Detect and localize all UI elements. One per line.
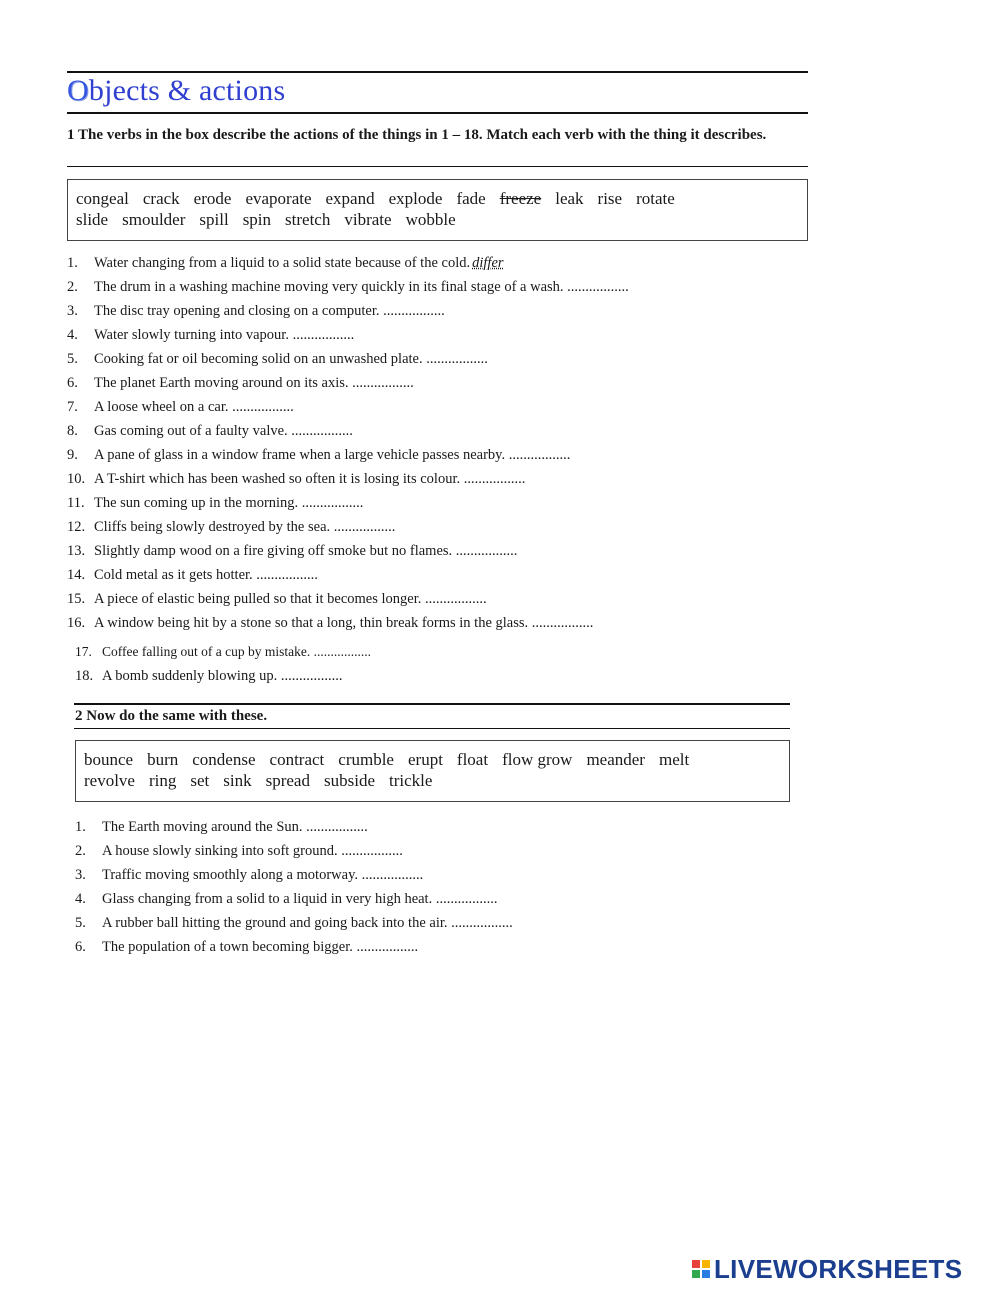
list-item: 1. Water changing from a liquid to a solid state because of the cold. differ bbox=[67, 255, 504, 271]
word: congeal bbox=[76, 189, 129, 208]
word-box-line-2 bbox=[76, 209, 799, 230]
word-box-line-1 bbox=[84, 749, 781, 770]
answer-field[interactable]: differ bbox=[472, 255, 504, 271]
word: expand bbox=[325, 189, 375, 208]
list-item: 6. The planet Earth moving around on its axis. ................. bbox=[67, 375, 414, 391]
word: melt bbox=[658, 750, 690, 769]
list-item: 14. Cold metal as it gets hotter. ................. bbox=[67, 567, 318, 583]
list-item: 16. A window being hit by a stone so that a long, thin break forms in the glass. ................. bbox=[67, 615, 594, 631]
word: crack bbox=[142, 189, 180, 208]
word: ring bbox=[148, 771, 177, 790]
list-item: 12. Cliffs being slowly destroyed by the sea. ................. bbox=[67, 519, 396, 535]
word: rise bbox=[597, 189, 623, 208]
list-item: 4. Glass changing from a solid to a liquid in very high heat. ................. bbox=[75, 891, 498, 907]
word: trickle bbox=[388, 771, 433, 790]
word: subside bbox=[323, 771, 375, 790]
word: set bbox=[190, 771, 210, 790]
list-item: 2. The drum in a washing machine moving very quickly in its final stage of a wash. ................. bbox=[67, 279, 629, 295]
word: wobble bbox=[405, 210, 456, 229]
word: flow grow bbox=[502, 750, 573, 769]
section2-word-box bbox=[75, 740, 790, 802]
word: crumble bbox=[338, 750, 394, 769]
list-item: 9. A pane of glass in a window frame when a large vehicle passes nearby. ................. bbox=[67, 447, 571, 463]
list-item: 8. Gas coming out of a faulty valve. ................. bbox=[67, 423, 353, 439]
word: bounce bbox=[84, 750, 134, 769]
list-item: 17. Coffee falling out of a cup by mistake. ................. bbox=[75, 644, 371, 659]
list-item: 6. The population of a town becoming bigger. ................. bbox=[75, 939, 419, 955]
word-box-line-2 bbox=[84, 770, 781, 791]
word: condense bbox=[192, 750, 256, 769]
word: explode bbox=[388, 189, 443, 208]
list-item: 7. A loose wheel on a car. ................. bbox=[67, 399, 294, 415]
list-item: 4. Water slowly turning into vapour. ................. bbox=[67, 327, 355, 343]
word-struck: freeze bbox=[499, 189, 542, 208]
list-item: 13. Slightly damp wood on a fire giving off smoke but no flames. ................. bbox=[67, 543, 518, 559]
word-box-line-1 bbox=[76, 188, 799, 209]
list-item: 15. A piece of elastic being pulled so that it becomes longer. ................. bbox=[67, 591, 487, 607]
word: revolve bbox=[84, 771, 135, 790]
word: erupt bbox=[407, 750, 443, 769]
word: leak bbox=[555, 189, 584, 208]
section2-rule bbox=[74, 728, 790, 729]
word: evaporate bbox=[245, 189, 312, 208]
word: spread bbox=[265, 771, 310, 790]
word: erode bbox=[193, 189, 232, 208]
liveworksheets-logo-icon bbox=[692, 1260, 710, 1278]
section1-word-box bbox=[67, 179, 808, 241]
word: slide bbox=[76, 210, 109, 229]
section1-instruction: 1 The verbs in the box describe the actions of the things in 1 – 18. Match each verb with the thing it describes. bbox=[67, 127, 767, 143]
list-item: 11. The sun coming up in the morning. ................. bbox=[67, 495, 364, 511]
brand-name: LIVEWORKSHEETS bbox=[714, 1253, 963, 1284]
word: meander bbox=[586, 750, 645, 769]
list-item: 5. Cooking fat or oil becoming solid on an unwashed plate. ................. bbox=[67, 351, 488, 367]
word: spin bbox=[242, 210, 272, 229]
word: vibrate bbox=[344, 210, 392, 229]
liveworksheets-logo[interactable] bbox=[692, 1254, 962, 1284]
list-item: 2. A house slowly sinking into soft ground. ................. bbox=[75, 843, 403, 859]
list-item: 18. A bomb suddenly blowing up. ................. bbox=[75, 668, 343, 684]
list-item: 5. A rubber ball hitting the ground and going back into the air. ................. bbox=[75, 915, 513, 931]
word: sink bbox=[223, 771, 252, 790]
word: smoulder bbox=[122, 210, 186, 229]
word: rotate bbox=[636, 189, 675, 208]
title-top-rule bbox=[67, 71, 808, 73]
word: contract bbox=[269, 750, 325, 769]
list-item: 3. The disc tray opening and closing on a computer. ................. bbox=[67, 303, 445, 319]
section2-instruction: 2 Now do the same with these. bbox=[75, 708, 268, 724]
list-item: 10. A T-shirt which has been washed so often it is losing its colour. ................. bbox=[67, 471, 526, 487]
word: fade bbox=[456, 189, 486, 208]
word: stretch bbox=[285, 210, 331, 229]
list-item: 3. Traffic moving smoothly along a motorway. ................. bbox=[75, 867, 424, 883]
word: float bbox=[456, 750, 489, 769]
list-item: 1. The Earth moving around the Sun. ................. bbox=[75, 819, 368, 835]
word: spill bbox=[199, 210, 229, 229]
section2-top-rule bbox=[74, 703, 790, 705]
page-title: Objects & actions bbox=[67, 74, 286, 107]
word: burn bbox=[147, 750, 179, 769]
section1-rule bbox=[67, 166, 808, 167]
title-bottom-rule bbox=[67, 112, 808, 114]
